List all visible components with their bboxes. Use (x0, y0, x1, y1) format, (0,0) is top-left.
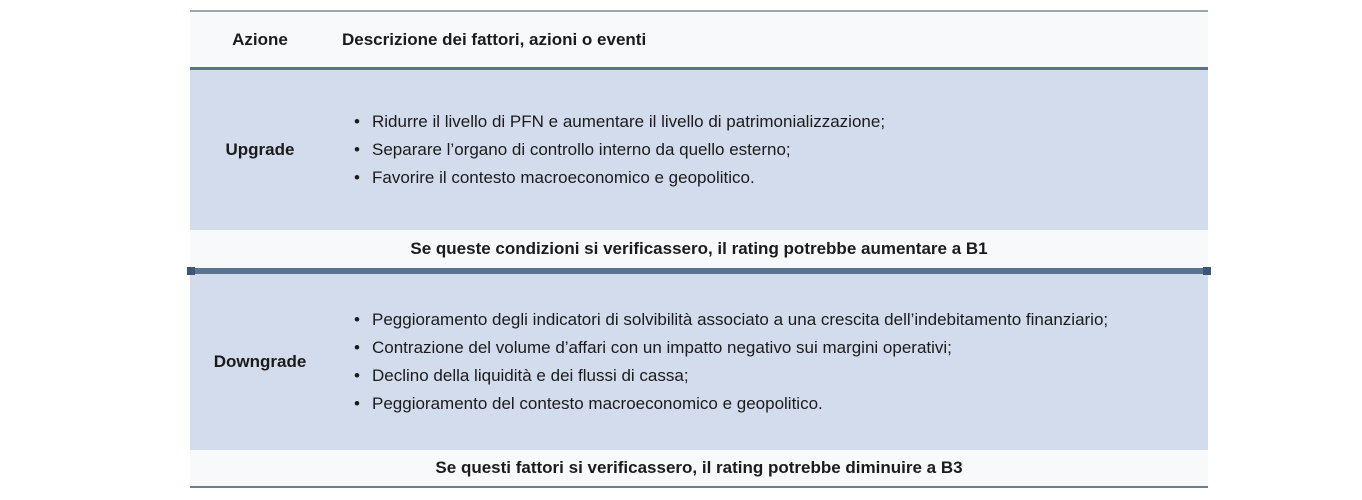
section-divider (190, 268, 1208, 274)
header-azione: Azione (232, 29, 288, 49)
table-header-row (190, 10, 1208, 70)
upgrade-row (190, 70, 1208, 230)
downgrade-row (190, 274, 1208, 450)
downgrade-note: Se questi fattori si verificassero, il rating potrebbe diminuire a B3 (435, 458, 963, 477)
downgrade-bullet-3: • Declino della liquidità e dei flussi di cassa; (342, 362, 1108, 390)
rating-actions-table (190, 10, 1208, 488)
downgrade-bullet-2: • Contrazione del volume d’affari con un impatto negativo sui margini operativi; (342, 334, 1108, 362)
upgrade-note-row (190, 230, 1208, 268)
upgrade-bullet-1: • Ridurre il livello di PFN e aumentare il livello di patrimonializzazione; (342, 108, 885, 136)
downgrade-description-cell (330, 274, 1208, 450)
downgrade-bullet-list (342, 306, 1108, 418)
upgrade-bullet-list (342, 108, 885, 192)
downgrade-bullet-4: • Peggioramento del contesto macroeconomico e geopolitico. (342, 390, 1108, 418)
upgrade-note: Se queste condizioni si verificassero, il rating potrebbe aumentare a B1 (410, 239, 988, 258)
downgrade-note-row (190, 450, 1208, 488)
upgrade-bullet-3: • Favorire il contesto macroeconomico e geopolitico. (342, 164, 885, 192)
upgrade-label: Upgrade (225, 140, 295, 159)
downgrade-bullet-1: • Peggioramento degli indicatori di solvibilità associato a una crescita dell’indebitamento finanziario; (342, 306, 1108, 334)
upgrade-description-cell (330, 70, 1208, 230)
downgrade-label: Downgrade (213, 352, 307, 371)
upgrade-bullet-2: • Separare l’organo di controllo interno da quello esterno; (342, 136, 885, 164)
header-descrizione: Descrizione dei fattori, azioni o eventi (342, 29, 647, 49)
